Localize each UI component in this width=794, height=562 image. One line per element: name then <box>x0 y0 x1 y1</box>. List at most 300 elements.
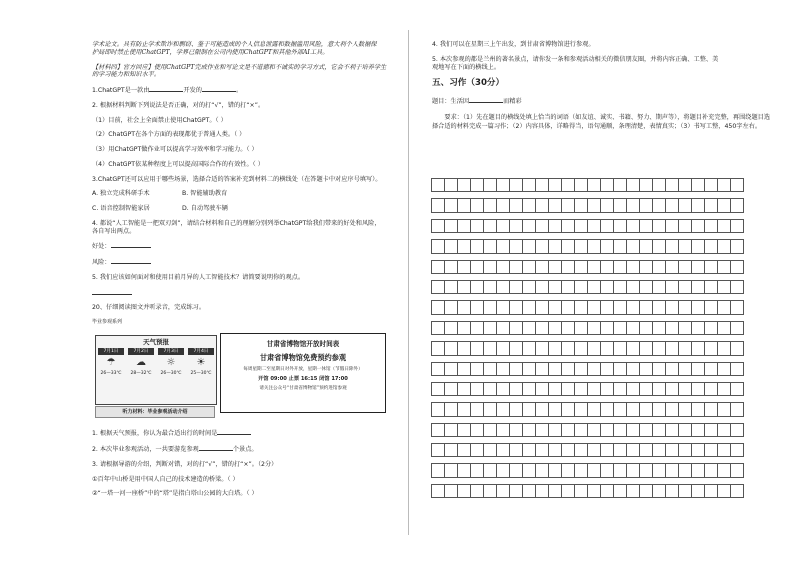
grid-cell[interactable] <box>626 443 640 457</box>
grid-cell[interactable] <box>613 280 627 294</box>
grid-cell[interactable] <box>431 423 445 437</box>
grid-cell[interactable] <box>626 198 640 212</box>
grid-cell[interactable] <box>730 260 744 274</box>
grid-cell[interactable] <box>574 463 588 477</box>
grid-cell[interactable] <box>678 463 692 477</box>
grid-cell[interactable] <box>652 382 666 396</box>
grid-cell[interactable] <box>665 402 679 416</box>
grid-cell[interactable] <box>626 341 640 355</box>
grid-cell[interactable] <box>535 260 549 274</box>
grid-cell[interactable] <box>483 280 497 294</box>
grid-cell[interactable] <box>509 198 523 212</box>
grid-cell[interactable] <box>561 362 575 376</box>
grid-cell[interactable] <box>587 341 601 355</box>
grid-cell[interactable] <box>522 300 536 314</box>
grid-cell[interactable] <box>483 484 497 498</box>
grid-cell[interactable] <box>678 382 692 396</box>
grid-cell[interactable] <box>496 423 510 437</box>
grid-cell[interactable] <box>496 362 510 376</box>
grid-cell[interactable] <box>704 341 718 355</box>
grid-cell[interactable] <box>535 300 549 314</box>
grid-cell[interactable] <box>509 463 523 477</box>
grid-cell[interactable] <box>652 341 666 355</box>
grid-cell[interactable] <box>600 198 614 212</box>
grid-cell[interactable] <box>522 362 536 376</box>
grid-cell[interactable] <box>704 260 718 274</box>
grid-cell[interactable] <box>678 321 692 335</box>
grid-cell[interactable] <box>717 402 731 416</box>
grid-cell[interactable] <box>587 178 601 192</box>
grid-cell[interactable] <box>522 463 536 477</box>
grid-cell[interactable] <box>704 219 718 233</box>
grid-cell[interactable] <box>535 484 549 498</box>
grid-cell[interactable] <box>730 484 744 498</box>
grid-cell[interactable] <box>691 280 705 294</box>
grid-cell[interactable] <box>431 300 445 314</box>
grid-cell[interactable] <box>704 321 718 335</box>
grid-cell[interactable] <box>717 280 731 294</box>
grid-cell[interactable] <box>444 382 458 396</box>
grid-cell[interactable] <box>522 198 536 212</box>
grid-cell[interactable] <box>574 300 588 314</box>
grid-cell[interactable] <box>704 484 718 498</box>
grid-cell[interactable] <box>691 362 705 376</box>
grid-cell[interactable] <box>522 321 536 335</box>
grid-cell[interactable] <box>652 362 666 376</box>
grid-cell[interactable] <box>717 362 731 376</box>
grid-cell[interactable] <box>626 463 640 477</box>
grid-cell[interactable] <box>600 300 614 314</box>
grid-cell[interactable] <box>600 362 614 376</box>
grid-cell[interactable] <box>665 423 679 437</box>
grid-cell[interactable] <box>678 198 692 212</box>
grid-cell[interactable] <box>730 239 744 253</box>
grid-cell[interactable] <box>600 423 614 437</box>
grid-cell[interactable] <box>717 178 731 192</box>
grid-cell[interactable] <box>483 198 497 212</box>
grid-cell[interactable] <box>691 402 705 416</box>
grid-cell[interactable] <box>548 321 562 335</box>
grid-cell[interactable] <box>483 423 497 437</box>
grid-cell[interactable] <box>535 198 549 212</box>
grid-cell[interactable] <box>678 178 692 192</box>
grid-cell[interactable] <box>691 260 705 274</box>
grid-cell[interactable] <box>444 178 458 192</box>
grid-cell[interactable] <box>691 463 705 477</box>
grid-cell[interactable] <box>730 198 744 212</box>
grid-cell[interactable] <box>470 321 484 335</box>
grid-cell[interactable] <box>574 362 588 376</box>
grid-cell[interactable] <box>730 219 744 233</box>
grid-cell[interactable] <box>470 178 484 192</box>
grid-cell[interactable] <box>457 443 471 457</box>
grid-cell[interactable] <box>548 423 562 437</box>
grid-cell[interactable] <box>574 239 588 253</box>
grid-cell[interactable] <box>704 423 718 437</box>
grid-cell[interactable] <box>587 321 601 335</box>
grid-cell[interactable] <box>522 443 536 457</box>
grid-cell[interactable] <box>665 341 679 355</box>
grid-cell[interactable] <box>561 463 575 477</box>
answer-blank[interactable] <box>202 86 236 92</box>
grid-cell[interactable] <box>483 219 497 233</box>
grid-cell[interactable] <box>522 382 536 396</box>
grid-cell[interactable] <box>496 178 510 192</box>
grid-cell[interactable] <box>626 239 640 253</box>
grid-cell[interactable] <box>704 382 718 396</box>
grid-cell[interactable] <box>652 239 666 253</box>
grid-cell[interactable] <box>561 402 575 416</box>
grid-cell[interactable] <box>613 239 627 253</box>
grid-cell[interactable] <box>457 362 471 376</box>
grid-cell[interactable] <box>600 321 614 335</box>
grid-cell[interactable] <box>678 341 692 355</box>
grid-cell[interactable] <box>665 484 679 498</box>
grid-cell[interactable] <box>431 198 445 212</box>
grid-cell[interactable] <box>691 443 705 457</box>
q3-option[interactable]: C. 语音控制智能家居 <box>92 205 150 212</box>
grid-cell[interactable] <box>652 463 666 477</box>
grid-cell[interactable] <box>483 260 497 274</box>
grid-cell[interactable] <box>652 219 666 233</box>
grid-cell[interactable] <box>678 300 692 314</box>
grid-cell[interactable] <box>548 239 562 253</box>
grid-cell[interactable] <box>561 280 575 294</box>
grid-cell[interactable] <box>535 341 549 355</box>
grid-cell[interactable] <box>639 341 653 355</box>
grid-cell[interactable] <box>639 300 653 314</box>
grid-cell[interactable] <box>717 198 731 212</box>
grid-cell[interactable] <box>613 300 627 314</box>
grid-cell[interactable] <box>444 463 458 477</box>
grid-cell[interactable] <box>600 402 614 416</box>
grid-cell[interactable] <box>470 239 484 253</box>
grid-cell[interactable] <box>600 484 614 498</box>
grid-cell[interactable] <box>548 219 562 233</box>
grid-cell[interactable] <box>470 280 484 294</box>
grid-cell[interactable] <box>574 341 588 355</box>
grid-cell[interactable] <box>574 219 588 233</box>
grid-cell[interactable] <box>704 239 718 253</box>
grid-cell[interactable] <box>587 219 601 233</box>
grid-cell[interactable] <box>535 362 549 376</box>
answer-blank[interactable] <box>111 242 151 248</box>
grid-cell[interactable] <box>509 280 523 294</box>
grid-cell[interactable] <box>431 402 445 416</box>
grid-cell[interactable] <box>457 300 471 314</box>
grid-cell[interactable] <box>431 321 445 335</box>
grid-cell[interactable] <box>444 362 458 376</box>
grid-cell[interactable] <box>691 198 705 212</box>
grid-cell[interactable] <box>652 402 666 416</box>
grid-cell[interactable] <box>574 382 588 396</box>
grid-cell[interactable] <box>678 219 692 233</box>
grid-cell[interactable] <box>496 443 510 457</box>
grid-cell[interactable] <box>522 239 536 253</box>
grid-cell[interactable] <box>665 198 679 212</box>
q3-option[interactable]: D. 自动驾驶车辆 <box>182 205 228 212</box>
grid-cell[interactable] <box>574 484 588 498</box>
grid-cell[interactable] <box>522 178 536 192</box>
grid-cell[interactable] <box>431 463 445 477</box>
grid-cell[interactable] <box>444 219 458 233</box>
grid-cell[interactable] <box>574 260 588 274</box>
grid-cell[interactable] <box>691 484 705 498</box>
grid-cell[interactable] <box>704 280 718 294</box>
grid-cell[interactable] <box>652 280 666 294</box>
grid-cell[interactable] <box>639 260 653 274</box>
grid-cell[interactable] <box>509 219 523 233</box>
grid-cell[interactable] <box>652 178 666 192</box>
grid-cell[interactable] <box>639 178 653 192</box>
grid-cell[interactable] <box>704 178 718 192</box>
grid-cell[interactable] <box>431 484 445 498</box>
grid-cell[interactable] <box>561 300 575 314</box>
grid-cell[interactable] <box>678 484 692 498</box>
grid-cell[interactable] <box>548 260 562 274</box>
grid-cell[interactable] <box>496 402 510 416</box>
grid-cell[interactable] <box>496 321 510 335</box>
grid-cell[interactable] <box>470 402 484 416</box>
grid-cell[interactable] <box>639 239 653 253</box>
grid-cell[interactable] <box>431 443 445 457</box>
grid-cell[interactable] <box>561 341 575 355</box>
grid-cell[interactable] <box>613 321 627 335</box>
grid-cell[interactable] <box>626 402 640 416</box>
answer-blank[interactable] <box>92 289 132 295</box>
grid-cell[interactable] <box>483 341 497 355</box>
grid-cell[interactable] <box>665 300 679 314</box>
grid-cell[interactable] <box>730 300 744 314</box>
grid-cell[interactable] <box>691 423 705 437</box>
grid-cell[interactable] <box>613 423 627 437</box>
grid-cell[interactable] <box>613 443 627 457</box>
grid-cell[interactable] <box>639 362 653 376</box>
grid-cell[interactable] <box>587 198 601 212</box>
grid-cell[interactable] <box>535 443 549 457</box>
grid-cell[interactable] <box>587 362 601 376</box>
topic-blank[interactable] <box>469 97 503 103</box>
grid-cell[interactable] <box>496 260 510 274</box>
q3-option[interactable]: A. 独立完成科研手术 <box>92 190 150 198</box>
grid-cell[interactable] <box>730 402 744 416</box>
grid-cell[interactable] <box>574 178 588 192</box>
grid-cell[interactable] <box>626 300 640 314</box>
grid-cell[interactable] <box>691 382 705 396</box>
grid-cell[interactable] <box>717 260 731 274</box>
grid-cell[interactable] <box>496 300 510 314</box>
grid-cell[interactable] <box>483 300 497 314</box>
grid-cell[interactable] <box>704 402 718 416</box>
grid-cell[interactable] <box>561 484 575 498</box>
grid-cell[interactable] <box>535 280 549 294</box>
grid-cell[interactable] <box>561 260 575 274</box>
grid-cell[interactable] <box>730 382 744 396</box>
grid-cell[interactable] <box>535 423 549 437</box>
grid-cell[interactable] <box>639 219 653 233</box>
grid-cell[interactable] <box>600 463 614 477</box>
grid-cell[interactable] <box>639 198 653 212</box>
grid-cell[interactable] <box>626 382 640 396</box>
grid-cell[interactable] <box>730 463 744 477</box>
grid-cell[interactable] <box>613 484 627 498</box>
grid-cell[interactable] <box>496 198 510 212</box>
grid-cell[interactable] <box>639 463 653 477</box>
grid-cell[interactable] <box>496 463 510 477</box>
grid-cell[interactable] <box>691 341 705 355</box>
grid-cell[interactable] <box>548 382 562 396</box>
grid-cell[interactable] <box>457 382 471 396</box>
grid-cell[interactable] <box>704 300 718 314</box>
grid-cell[interactable] <box>470 443 484 457</box>
grid-cell[interactable] <box>509 443 523 457</box>
grid-cell[interactable] <box>613 382 627 396</box>
grid-cell[interactable] <box>639 321 653 335</box>
grid-cell[interactable] <box>496 341 510 355</box>
grid-cell[interactable] <box>522 484 536 498</box>
grid-cell[interactable] <box>587 382 601 396</box>
grid-cell[interactable] <box>613 178 627 192</box>
grid-cell[interactable] <box>613 198 627 212</box>
grid-cell[interactable] <box>574 198 588 212</box>
grid-cell[interactable] <box>587 402 601 416</box>
grid-cell[interactable] <box>652 300 666 314</box>
grid-cell[interactable] <box>639 423 653 437</box>
grid-cell[interactable] <box>457 219 471 233</box>
grid-cell[interactable] <box>665 239 679 253</box>
grid-cell[interactable] <box>548 443 562 457</box>
grid-cell[interactable] <box>587 260 601 274</box>
grid-cell[interactable] <box>431 219 445 233</box>
grid-cell[interactable] <box>457 484 471 498</box>
grid-cell[interactable] <box>691 300 705 314</box>
grid-cell[interactable] <box>470 341 484 355</box>
grid-cell[interactable] <box>561 219 575 233</box>
grid-cell[interactable] <box>626 484 640 498</box>
grid-cell[interactable] <box>717 239 731 253</box>
q3-option[interactable]: B. 智能辅助教育 <box>182 190 228 198</box>
grid-cell[interactable] <box>730 362 744 376</box>
grid-cell[interactable] <box>561 382 575 396</box>
grid-cell[interactable] <box>470 382 484 396</box>
grid-cell[interactable] <box>704 362 718 376</box>
grid-cell[interactable] <box>717 443 731 457</box>
grid-cell[interactable] <box>457 260 471 274</box>
grid-cell[interactable] <box>522 219 536 233</box>
grid-cell[interactable] <box>496 239 510 253</box>
grid-cell[interactable] <box>444 260 458 274</box>
grid-cell[interactable] <box>483 362 497 376</box>
grid-cell[interactable] <box>444 300 458 314</box>
grid-cell[interactable] <box>483 402 497 416</box>
grid-cell[interactable] <box>522 402 536 416</box>
grid-cell[interactable] <box>444 280 458 294</box>
grid-cell[interactable] <box>561 239 575 253</box>
grid-cell[interactable] <box>574 280 588 294</box>
grid-cell[interactable] <box>704 443 718 457</box>
grid-cell[interactable] <box>457 239 471 253</box>
grid-cell[interactable] <box>457 280 471 294</box>
grid-cell[interactable] <box>652 260 666 274</box>
grid-cell[interactable] <box>626 423 640 437</box>
grid-cell[interactable] <box>444 443 458 457</box>
grid-cell[interactable] <box>626 260 640 274</box>
grid-cell[interactable] <box>587 239 601 253</box>
grid-cell[interactable] <box>691 321 705 335</box>
grid-cell[interactable] <box>548 280 562 294</box>
grid-cell[interactable] <box>444 484 458 498</box>
grid-cell[interactable] <box>717 341 731 355</box>
grid-cell[interactable] <box>561 321 575 335</box>
grid-cell[interactable] <box>535 321 549 335</box>
grid-cell[interactable] <box>509 178 523 192</box>
grid-cell[interactable] <box>431 341 445 355</box>
grid-cell[interactable] <box>470 219 484 233</box>
grid-cell[interactable] <box>600 443 614 457</box>
grid-cell[interactable] <box>483 321 497 335</box>
grid-cell[interactable] <box>717 463 731 477</box>
grid-cell[interactable] <box>548 300 562 314</box>
grid-cell[interactable] <box>717 300 731 314</box>
grid-cell[interactable] <box>548 484 562 498</box>
grid-cell[interactable] <box>717 321 731 335</box>
grid-cell[interactable] <box>522 280 536 294</box>
grid-cell[interactable] <box>730 280 744 294</box>
grid-cell[interactable] <box>509 362 523 376</box>
grid-cell[interactable] <box>678 362 692 376</box>
grid-cell[interactable] <box>652 484 666 498</box>
grid-cell[interactable] <box>665 362 679 376</box>
grid-cell[interactable] <box>717 423 731 437</box>
grid-cell[interactable] <box>730 178 744 192</box>
grid-cell[interactable] <box>431 239 445 253</box>
grid-cell[interactable] <box>535 219 549 233</box>
grid-cell[interactable] <box>470 260 484 274</box>
grid-cell[interactable] <box>574 423 588 437</box>
grid-cell[interactable] <box>691 178 705 192</box>
grid-cell[interactable] <box>652 198 666 212</box>
grid-cell[interactable] <box>574 321 588 335</box>
grid-cell[interactable] <box>613 463 627 477</box>
grid-cell[interactable] <box>665 280 679 294</box>
grid-cell[interactable] <box>483 443 497 457</box>
grid-cell[interactable] <box>730 443 744 457</box>
grid-cell[interactable] <box>626 219 640 233</box>
grid-cell[interactable] <box>444 321 458 335</box>
grid-cell[interactable] <box>678 239 692 253</box>
grid-cell[interactable] <box>496 280 510 294</box>
grid-cell[interactable] <box>457 463 471 477</box>
grid-cell[interactable] <box>587 463 601 477</box>
answer-blank[interactable] <box>149 86 183 92</box>
grid-cell[interactable] <box>496 484 510 498</box>
grid-cell[interactable] <box>509 321 523 335</box>
grid-cell[interactable] <box>509 300 523 314</box>
grid-cell[interactable] <box>509 423 523 437</box>
grid-cell[interactable] <box>535 239 549 253</box>
grid-cell[interactable] <box>561 443 575 457</box>
grid-cell[interactable] <box>587 443 601 457</box>
grid-cell[interactable] <box>600 341 614 355</box>
grid-cell[interactable] <box>522 260 536 274</box>
grid-cell[interactable] <box>665 260 679 274</box>
grid-cell[interactable] <box>613 219 627 233</box>
grid-cell[interactable] <box>717 382 731 396</box>
grid-cell[interactable] <box>626 178 640 192</box>
grid-cell[interactable] <box>600 219 614 233</box>
grid-cell[interactable] <box>600 280 614 294</box>
grid-cell[interactable] <box>470 484 484 498</box>
